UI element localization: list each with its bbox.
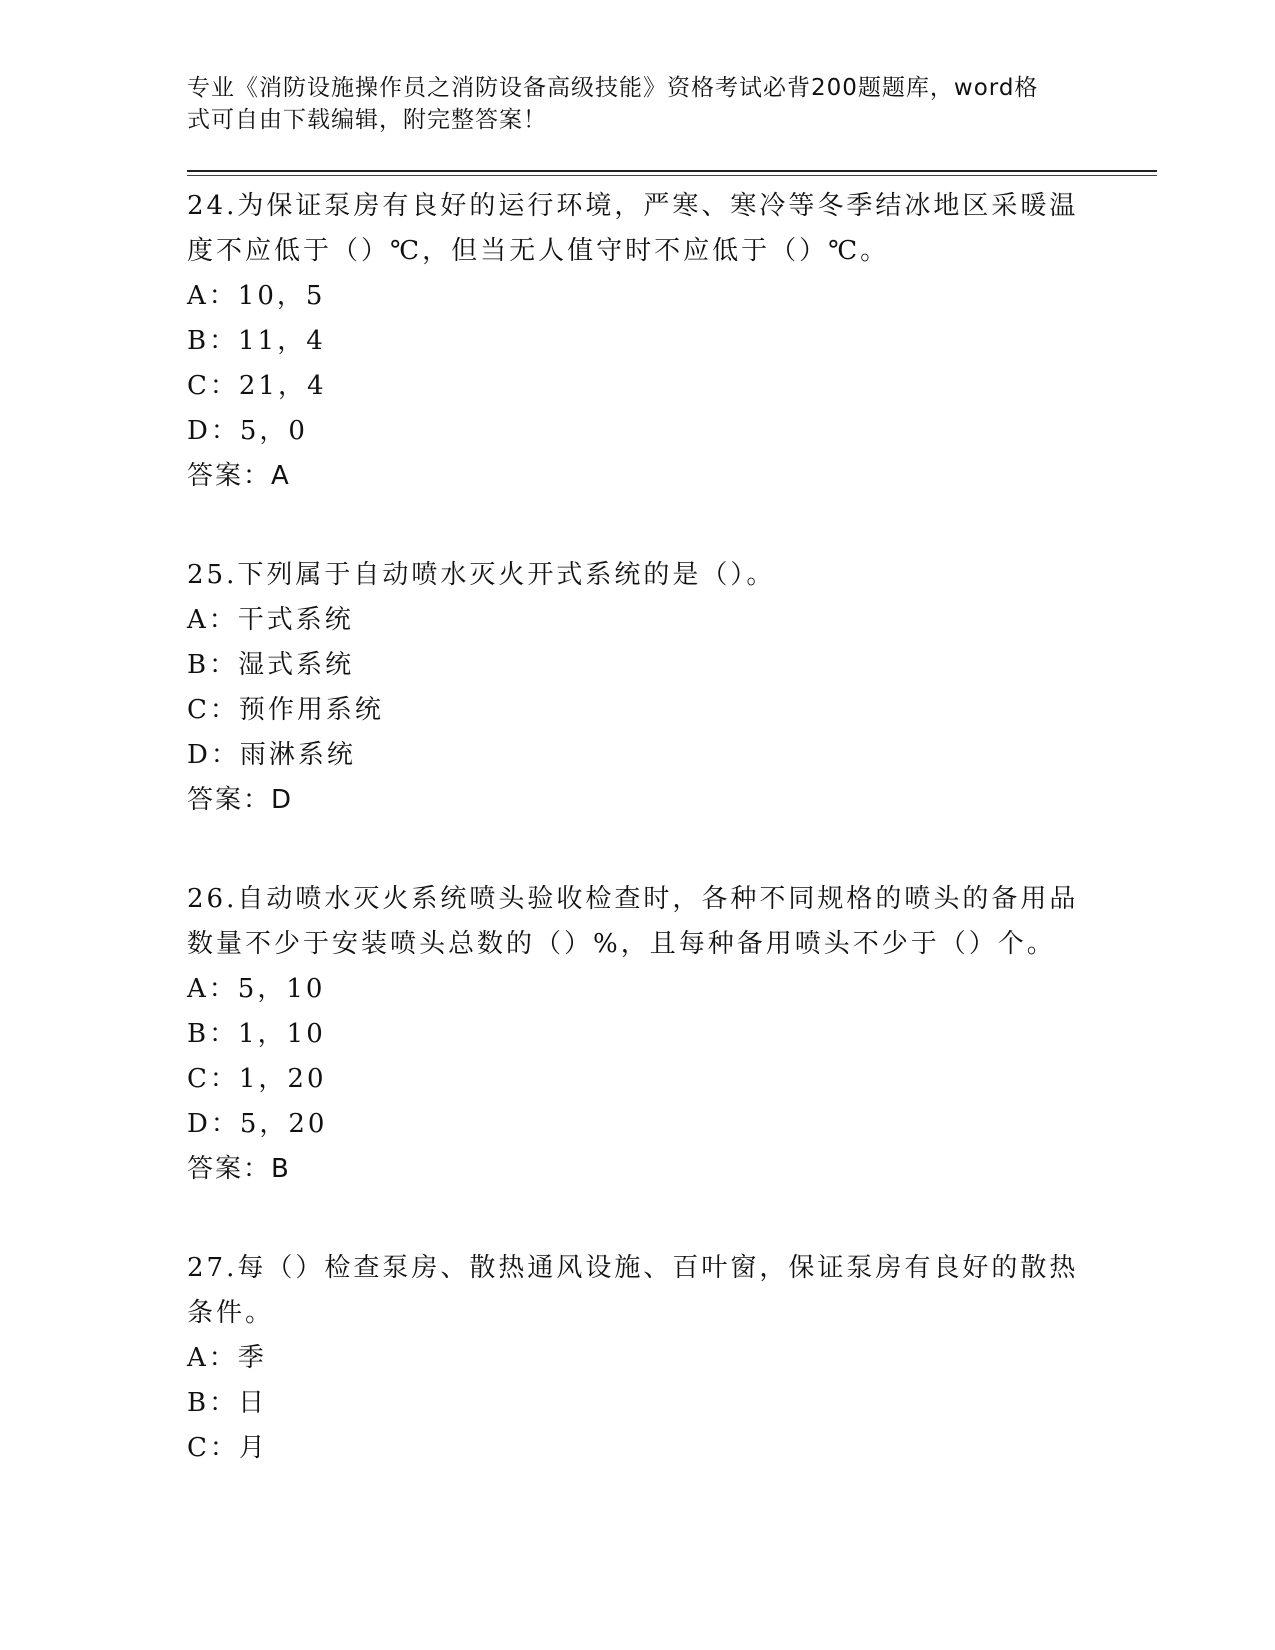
stem-line: 条件。 (187, 1298, 275, 1328)
option-c: C：预作用系统 (187, 695, 384, 725)
option-d: D：5，0 (187, 416, 308, 446)
stem-line: 25.下列属于自动喷水灭火开式系统的是（）。 (187, 560, 776, 590)
stem-line: 24.为保证泵房有良好的运行环境，严寒、寒冷等冬季结冰地区采暖温 (187, 191, 1079, 221)
stem-line: 数量不少于安装喷头总数的（）%，且每种备用喷头不少于（）个。 (187, 929, 1056, 959)
document-page (187, 72, 1157, 1471)
header-line-1: 专业《消防设施操作员之消防设备高级技能》资格考试必背200题题库，word格 (187, 75, 1039, 101)
option-a: A：10，5 (187, 281, 326, 311)
question-24 (187, 184, 1157, 499)
answer: 答案：D (187, 785, 294, 815)
option-a: A：5，10 (187, 974, 326, 1004)
option-c: C：月 (187, 1433, 268, 1463)
question-27 (187, 1246, 1157, 1471)
option-b: B：日 (187, 1388, 268, 1418)
header-divider (187, 170, 1157, 172)
option-d: D：雨淋系统 (187, 740, 356, 770)
option-b: B：11，4 (187, 326, 326, 356)
option-a: A：季 (187, 1343, 267, 1373)
stem-line: 度不应低于（）℃，但当无人值守时不应低于（）℃。 (187, 236, 890, 266)
answer: 答案：A (187, 461, 291, 491)
question-stem (187, 877, 1087, 967)
stem-line: 26.自动喷水灭火系统喷头验收检查时，各种不同规格的喷头的备用品 (187, 884, 1079, 914)
question-25 (187, 553, 1157, 823)
header-divider-thin (187, 175, 1157, 176)
answer: 答案：B (187, 1154, 291, 1184)
option-b: B：湿式系统 (187, 650, 355, 680)
option-b: B：1，10 (187, 1019, 326, 1049)
option-c: C：1，20 (187, 1064, 327, 1094)
stem-line: 27.每（）检查泵房、散热通风设施、百叶窗，保证泵房有良好的散热 (187, 1253, 1079, 1283)
question-stem (187, 184, 1087, 274)
question-stem (187, 553, 1087, 598)
option-d: D：5，20 (187, 1109, 328, 1139)
question-stem (187, 1246, 1087, 1336)
document-header (187, 72, 1067, 136)
option-c: C：21，4 (187, 371, 327, 401)
option-a: A：干式系统 (187, 605, 354, 635)
question-26 (187, 877, 1157, 1192)
header-line-2: 式可自由下载编辑，附完整答案！ (187, 107, 547, 133)
